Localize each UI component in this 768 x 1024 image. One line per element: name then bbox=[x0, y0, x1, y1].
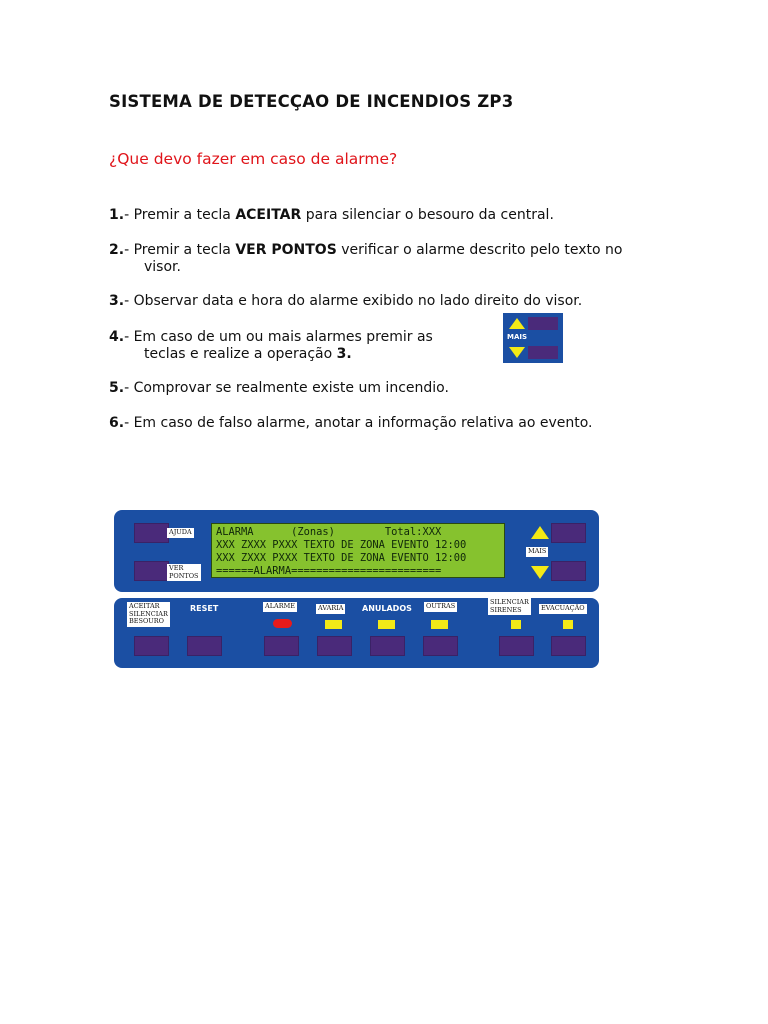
lcd-line: ======ALARMA======================== bbox=[216, 565, 442, 577]
step-4 bbox=[109, 329, 433, 363]
arrow-down-icon bbox=[509, 347, 525, 358]
step-text: - Premir a tecla bbox=[124, 207, 236, 223]
step-1 bbox=[109, 207, 554, 224]
anulados-led bbox=[378, 620, 395, 629]
silenciar-sirenes-label: SILENCIAR SIRENES bbox=[490, 598, 529, 614]
reset-key[interactable] bbox=[187, 636, 222, 656]
step-number: 5. bbox=[109, 380, 125, 396]
outras-key[interactable] bbox=[423, 636, 458, 656]
key-down bbox=[528, 346, 558, 359]
step-reference: 3. bbox=[336, 346, 352, 362]
step-key-name: VER PONTOS bbox=[235, 242, 337, 258]
step-text: - Observar data e hora do alarme exibido no lado direito do visor. bbox=[124, 293, 583, 309]
step-text-continued: visor. bbox=[144, 259, 181, 275]
arrow-up-icon bbox=[531, 526, 549, 539]
mais-label: MAIS bbox=[528, 547, 547, 555]
aceitar-key[interactable] bbox=[134, 636, 169, 656]
avaria-label: AVARIA bbox=[318, 604, 344, 612]
step-number: 4. bbox=[109, 329, 125, 345]
step-text-continued: teclas e realize a operação bbox=[144, 346, 337, 362]
avaria-led bbox=[325, 620, 342, 629]
mais-keys-graphic bbox=[503, 313, 563, 363]
arrow-up-icon bbox=[509, 318, 525, 329]
lcd-line: ALARMA (Zonas) Total:XXX bbox=[216, 526, 442, 538]
step-key-name: ACEITAR bbox=[235, 207, 302, 223]
sirenes-led bbox=[511, 620, 521, 629]
ajuda-key[interactable] bbox=[134, 523, 169, 543]
step-number: 2. bbox=[109, 242, 125, 258]
lcd-display bbox=[211, 523, 505, 578]
outras-led bbox=[431, 620, 448, 629]
mais-down-key[interactable] bbox=[551, 561, 586, 581]
lcd-line: XXX ZXXX PXXX TEXTO DE ZONA EVENTO 12:00 bbox=[216, 539, 467, 551]
ver-pontos-key[interactable] bbox=[134, 561, 169, 581]
step-6 bbox=[109, 415, 593, 432]
step-text: - Premir a tecla bbox=[124, 242, 236, 258]
evacuacao-label: EVACUAÇÃO bbox=[541, 604, 585, 612]
step-number: 1. bbox=[109, 207, 125, 223]
step-text: verificar o alarme descrito pelo texto no bbox=[336, 242, 623, 258]
page-subtitle: ¿Que devo fazer em caso de alarme? bbox=[109, 150, 398, 168]
step-text: para silenciar o besouro da central. bbox=[301, 207, 554, 223]
arrow-down-icon bbox=[531, 566, 549, 579]
step-number: 6. bbox=[109, 415, 125, 431]
page-title: SISTEMA DE DETECÇAO DE INCENDIOS ZP3 bbox=[109, 92, 514, 111]
avaria-key[interactable] bbox=[317, 636, 352, 656]
step-2 bbox=[109, 242, 622, 276]
step-number: 3. bbox=[109, 293, 125, 309]
mais-label: MAIS bbox=[507, 333, 528, 341]
lcd-line: XXX ZXXX PXXX TEXTO DE ZONA EVENTO 12:00 bbox=[216, 552, 467, 564]
step-text: - Em caso de falso alarme, anotar a informação relativa ao evento. bbox=[124, 415, 593, 431]
evacuacao-key[interactable] bbox=[551, 636, 586, 656]
key-up bbox=[528, 317, 558, 330]
alarme-label: ALARME bbox=[265, 602, 295, 610]
outras-label: OUTRAS bbox=[426, 602, 456, 610]
alarme-led bbox=[273, 619, 292, 628]
ajuda-label: AJUDA bbox=[169, 528, 192, 536]
reset-label: RESET bbox=[190, 604, 219, 613]
anulados-key[interactable] bbox=[370, 636, 405, 656]
silenciar-sirenes-key[interactable] bbox=[499, 636, 534, 656]
mais-up-key[interactable] bbox=[551, 523, 586, 543]
evacuacao-led bbox=[563, 620, 573, 629]
step-5 bbox=[109, 380, 449, 397]
step-3 bbox=[109, 293, 582, 310]
aceitar-label: ACEITAR SILENCIAR BESOURO bbox=[129, 602, 168, 625]
step-text: - Comprovar se realmente existe um incendio. bbox=[124, 380, 449, 396]
ver-pontos-label: VER PONTOS bbox=[169, 564, 199, 580]
alarme-key[interactable] bbox=[264, 636, 299, 656]
anulados-label: ANULADOS bbox=[362, 604, 412, 613]
step-text: - Em caso de um ou mais alarmes premir as bbox=[124, 329, 433, 345]
